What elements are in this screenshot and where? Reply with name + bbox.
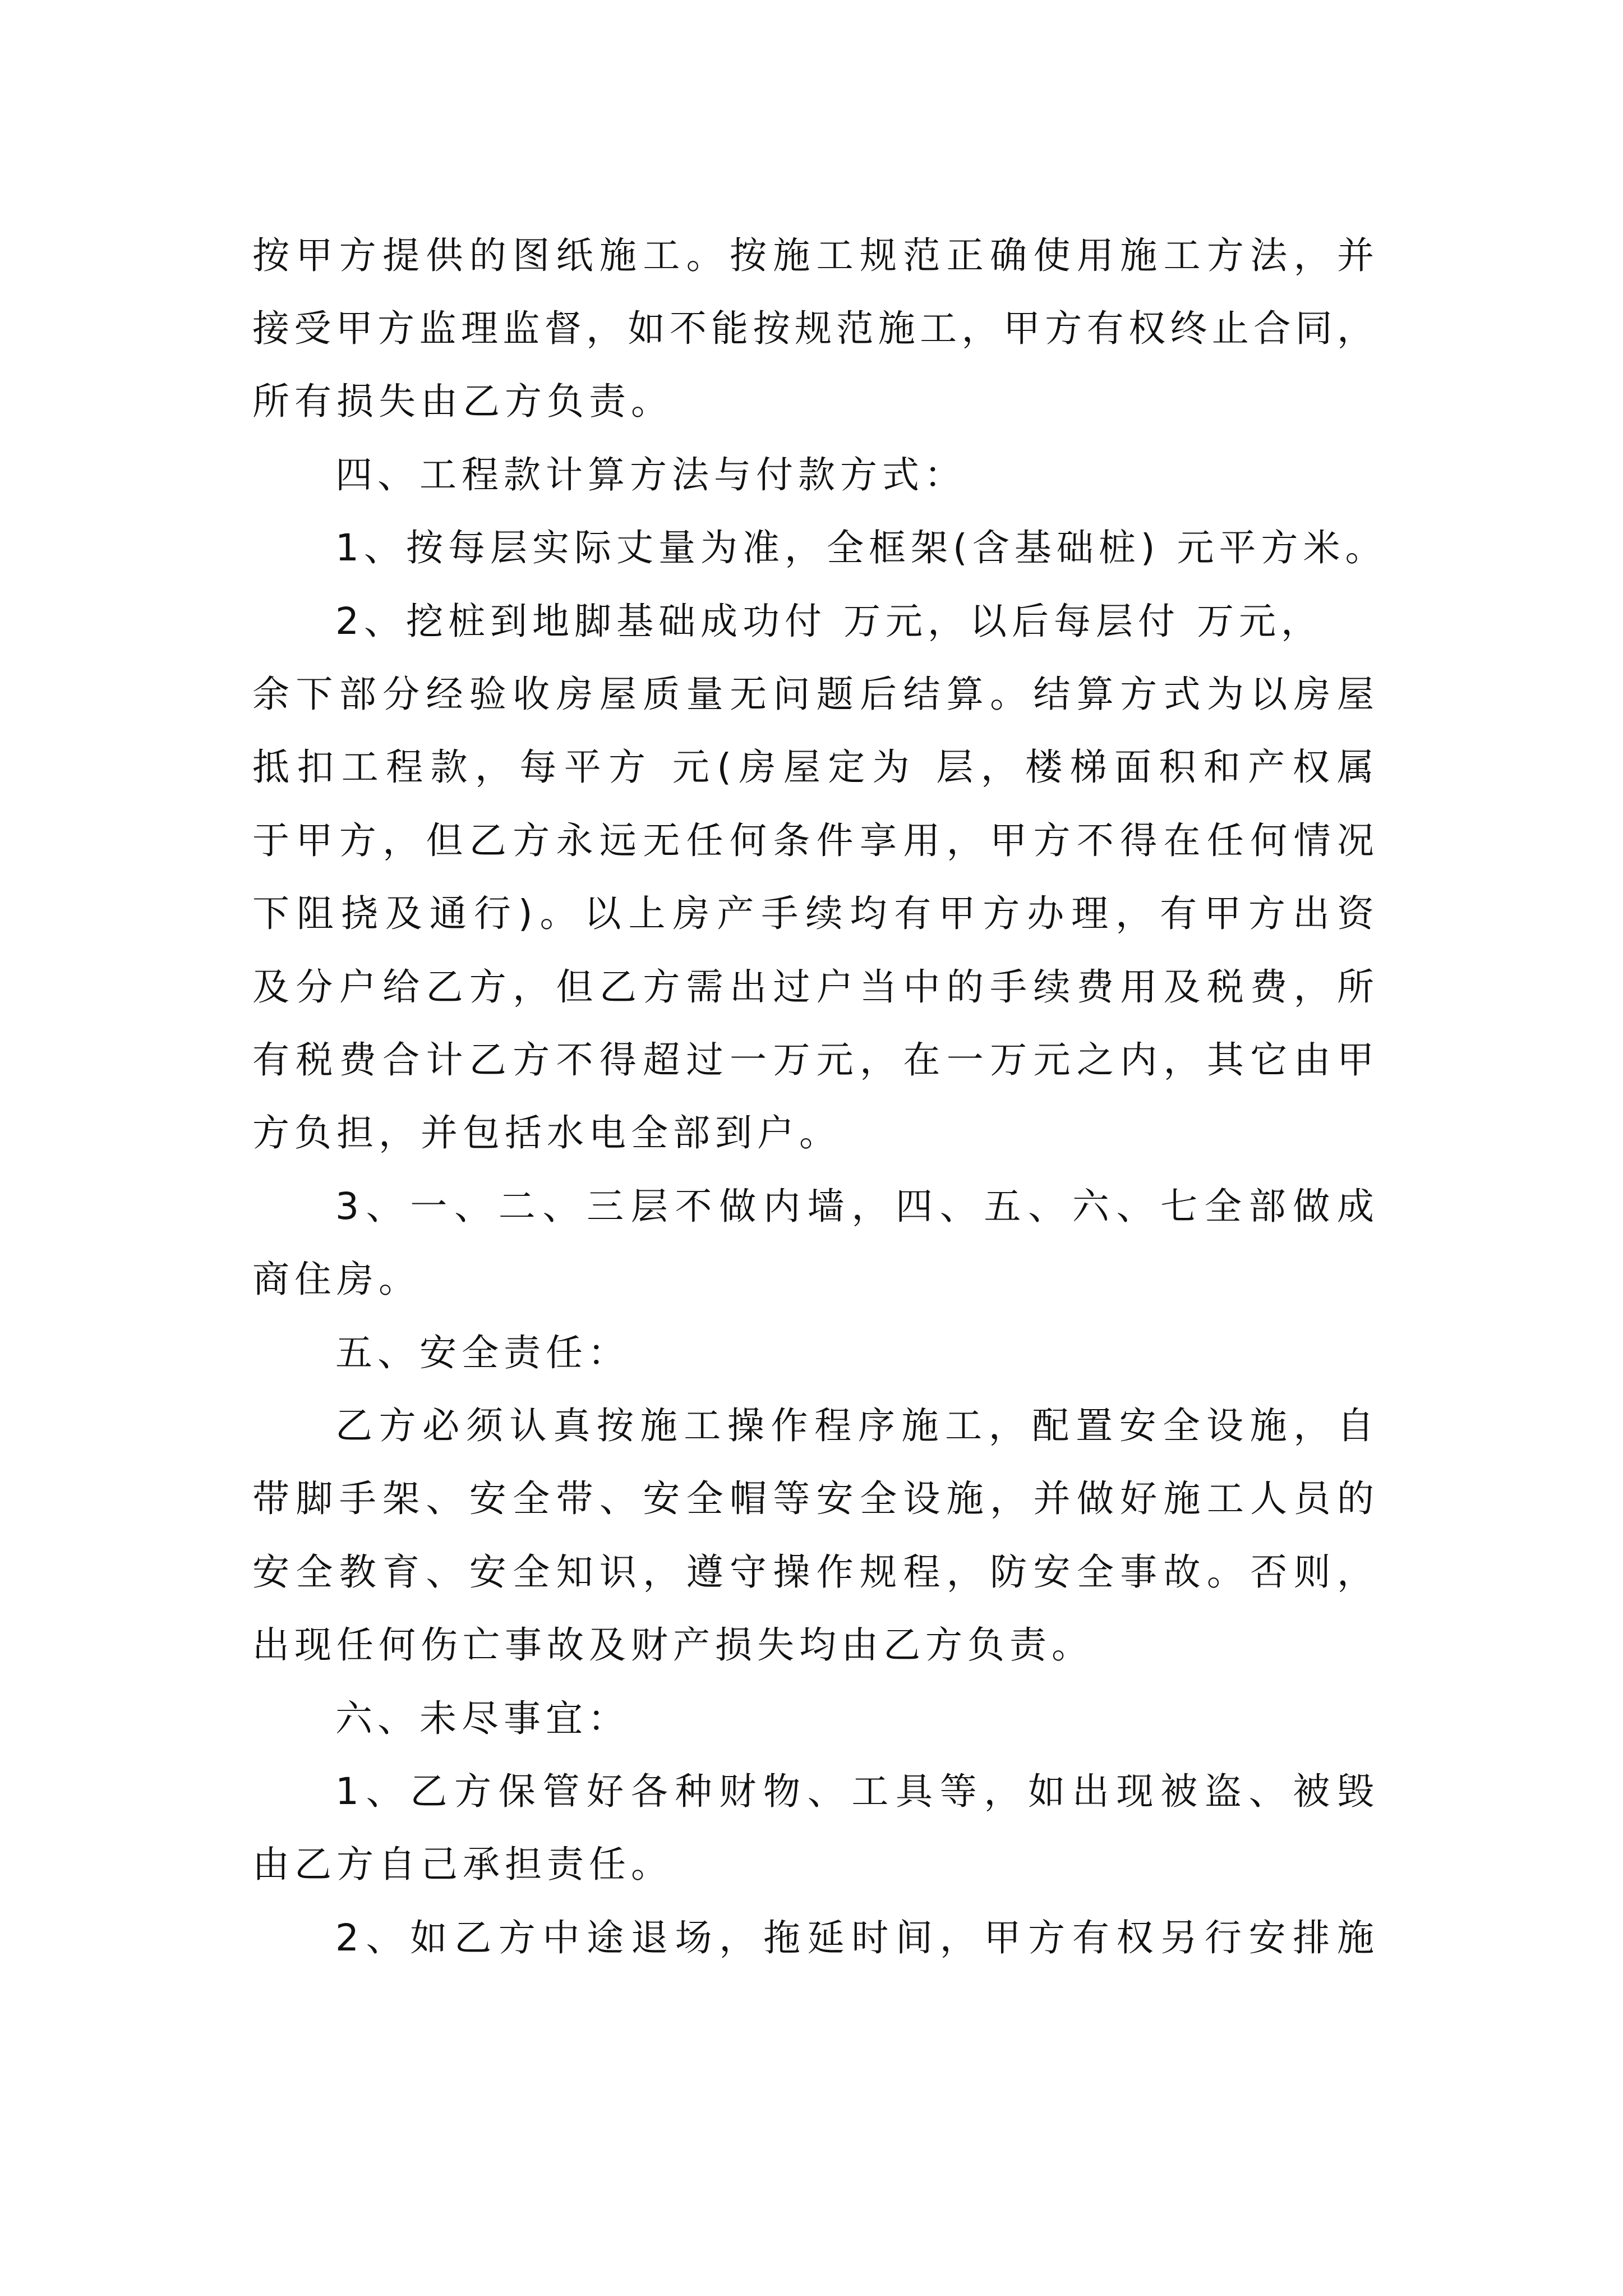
paragraph-line: 余下部分经验收房屋质量无问题后结算。结算方式为以房屋 xyxy=(252,673,1374,716)
paragraph-line: 方负担，并包括水电全部到户。 xyxy=(252,1111,841,1154)
section-heading: 四、工程款计算方法与付款方式： xyxy=(335,453,966,496)
section-heading: 五、安全责任： xyxy=(335,1331,630,1374)
paragraph-line: 带脚手架、安全带、安全帽等安全设施，并做好施工人员的 xyxy=(252,1477,1374,1520)
paragraph-line: 所有损失由乙方负责。 xyxy=(252,380,673,423)
paragraph-line: 接受甲方监理监督，如不能按规范施工，甲方有权终止合同， xyxy=(252,307,1374,350)
paragraph-line: 2、如乙方中途退场，拖延时间，甲方有权另行安排施 xyxy=(335,1916,1374,1959)
paragraph-line: 下阻挠及通行)。以上房产手续均有甲方办理，有甲方出资 xyxy=(252,892,1374,935)
paragraph-line: 由乙方自己承担责任。 xyxy=(252,1843,673,1886)
paragraph-line: 及分户给乙方，但乙方需出过户当中的手续费用及税费，所 xyxy=(252,965,1374,1009)
paragraph-line: 乙方必须认真按施工操作程序施工，配置安全设施，自 xyxy=(335,1404,1374,1447)
paragraph-line: 安全教育、安全知识，遵守操作规程，防安全事故。否则， xyxy=(252,1550,1374,1594)
paragraph-line: 抵扣工程款，每平方 元(房屋定为 层，楼梯面积和产权属 xyxy=(252,746,1374,789)
paragraph-line: 有税费合计乙方不得超过一万元，在一万元之内，其它由甲 xyxy=(252,1038,1374,1082)
paragraph-line: 出现任何伤亡事故及财产损失均由乙方负责。 xyxy=(252,1623,1094,1667)
paragraph-line: 1、按每层实际丈量为准，全框架(含基础桩) 元平方米。 xyxy=(335,526,1387,569)
paragraph-line: 1、乙方保管好各种财物、工具等，如出现被盗、被毁 xyxy=(335,1770,1374,1813)
paragraph-line: 于甲方，但乙方永远无任何条件享用，甲方不得在任何情况 xyxy=(252,819,1374,862)
paragraph-line: 2、挖桩到地脚基础成功付 万元，以后每层付 万元， xyxy=(335,600,1323,643)
paragraph-line: 3、一、二、三层不做内墙，四、五、六、七全部做成 xyxy=(335,1185,1374,1228)
section-heading: 六、未尽事宜： xyxy=(335,1697,630,1740)
paragraph-line: 商住房。 xyxy=(252,1258,421,1301)
paragraph-line: 按甲方提供的图纸施工。按施工规范正确使用施工方法，并 xyxy=(252,234,1374,277)
